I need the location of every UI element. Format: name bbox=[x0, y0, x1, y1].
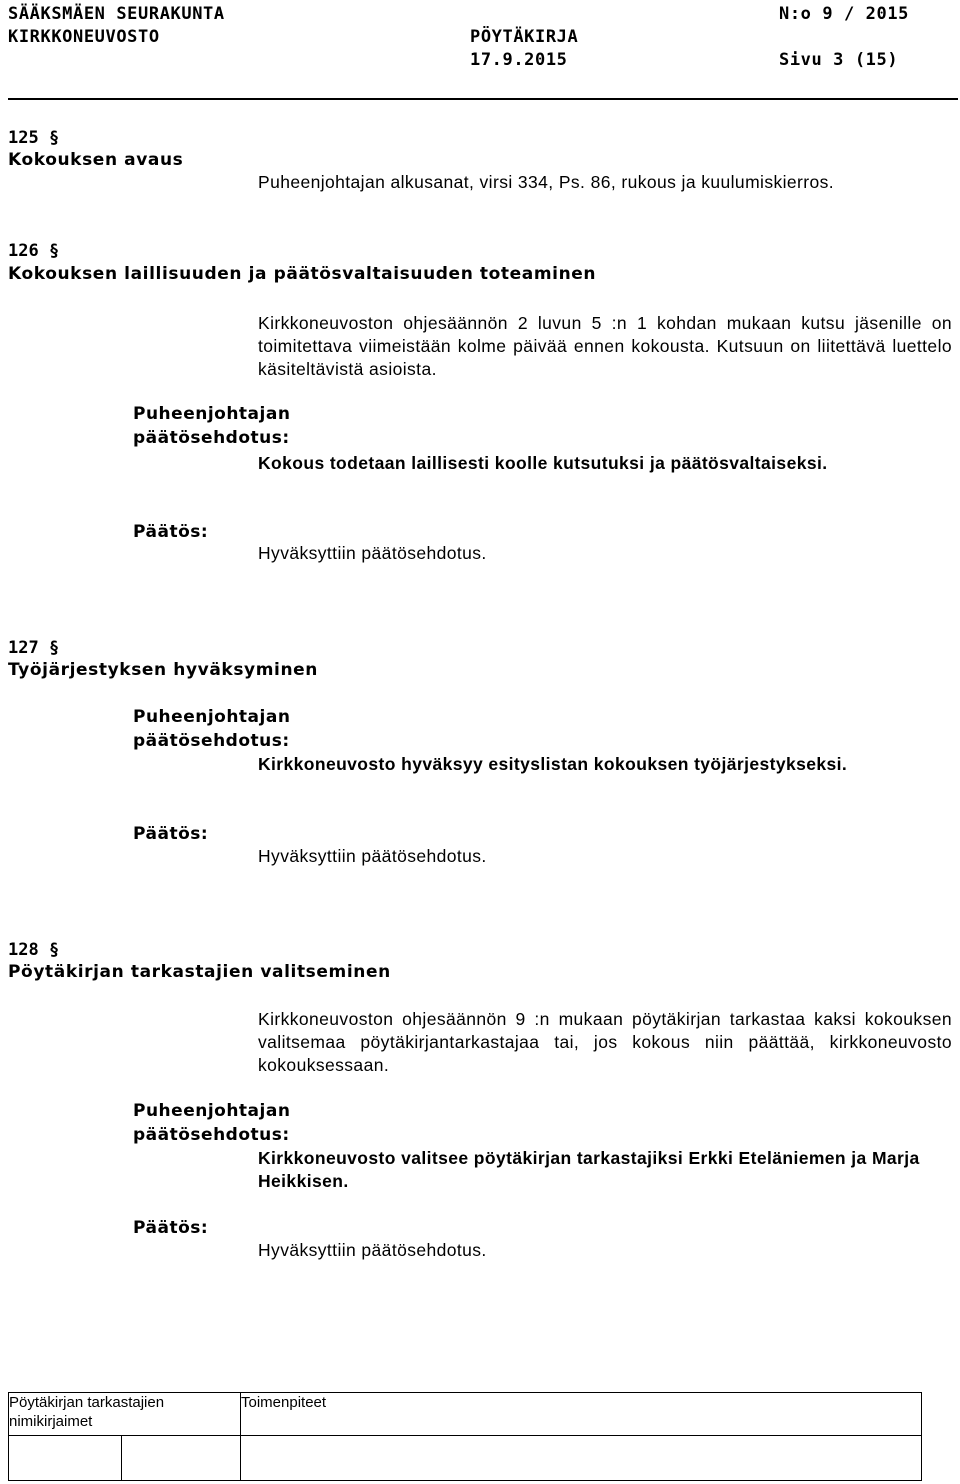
page-number: Sivu 3 (15) bbox=[779, 50, 899, 70]
section-number: 125 bbox=[8, 128, 39, 148]
section-128-proposal: Kirkkoneuvosto valitsee pöytäkirjan tarkastajiksi Erkki Eteläniemen ja Marja Heikkisen. bbox=[258, 1148, 920, 1191]
actions-cell bbox=[241, 1436, 922, 1481]
organization-name: SÄÄKSMÄEN SEURAKUNTA bbox=[8, 4, 225, 24]
decision-label: Päätös: bbox=[133, 824, 209, 844]
section-126-text: Kirkkoneuvoston ohjesäännön 2 luvun 5 :n 1 kohdan mukaan kutsu jäsenille on toimitettava viimeistään kolme päivää ennen kokousta. Kutsuun on liitettävä luettelo käsiteltävistä asioista. bbox=[258, 313, 952, 379]
actions-label: Toimenpiteet bbox=[241, 1394, 327, 1411]
initials-label-cell bbox=[9, 1393, 241, 1436]
proposal-label-line2: päätösehdotus: bbox=[133, 428, 290, 448]
section-128-title: Pöytäkirjan tarkastajien valitseminen bbox=[8, 962, 391, 982]
actions-label-cell bbox=[241, 1393, 922, 1436]
section-sign-icon: § bbox=[48, 940, 60, 960]
section-number: 127 bbox=[8, 638, 39, 658]
proposal-label-line2: päätösehdotus: bbox=[133, 1125, 290, 1145]
section-126-proposal: Kokous todetaan laillisesti koolle kutsutuksi ja päätösvaltaiseksi. bbox=[258, 453, 828, 473]
section-127-decision: Hyväksyttiin päätösehdotus. bbox=[258, 846, 487, 866]
section-127-proposal: Kirkkoneuvosto hyväksyy esityslistan kokouksen työjärjestykseksi. bbox=[258, 754, 848, 774]
decision-label: Päätös: bbox=[133, 522, 209, 542]
section-128-text: Kirkkoneuvoston ohjesäännön 9 :n mukaan pöytäkirjan tarkastaa kaksi kokouksen valitsemaa pöytäkirjantarkastajaa tai, jos kokous niin päättää, kirkkoneuvosto kokouksessaan. bbox=[258, 1009, 952, 1075]
proposal-label-line2: päätösehdotus: bbox=[133, 731, 290, 751]
document-type: PÖYTÄKIRJA bbox=[470, 27, 579, 47]
footer-table bbox=[8, 1392, 922, 1481]
section-126-title: Kokouksen laillisuuden ja päätösvaltaisuuden toteaminen bbox=[8, 264, 597, 284]
meeting-date: 17.9.2015 bbox=[470, 50, 568, 70]
section-125-title: Kokouksen avaus bbox=[8, 150, 184, 170]
section-128-decision: Hyväksyttiin päätösehdotus. bbox=[258, 1240, 487, 1260]
header-rule bbox=[8, 98, 958, 100]
section-sign-icon: § bbox=[48, 128, 60, 148]
section-125-heading bbox=[8, 128, 59, 148]
decision-label: Päätös: bbox=[133, 1218, 209, 1238]
initials-cell-2 bbox=[122, 1436, 241, 1481]
proposal-label-line1: Puheenjohtajan bbox=[133, 707, 291, 727]
initials-label: Pöytäkirjan tarkastajien nimikirjaimet bbox=[9, 1394, 165, 1430]
section-125-text: Puheenjohtajan alkusanat, virsi 334, Ps. 86, rukous ja kuulumiskierros. bbox=[258, 172, 835, 192]
section-sign-icon: § bbox=[48, 638, 60, 658]
section-127-title: Työjärjestyksen hyväksyminen bbox=[8, 660, 318, 680]
proposal-label-line1: Puheenjohtajan bbox=[133, 1101, 291, 1121]
section-128-heading bbox=[8, 940, 59, 960]
section-sign-icon: § bbox=[48, 241, 60, 261]
section-127-heading bbox=[8, 638, 59, 658]
section-126-heading bbox=[8, 241, 59, 261]
initials-cell-1 bbox=[9, 1436, 122, 1481]
section-126-decision: Hyväksyttiin päätösehdotus. bbox=[258, 543, 487, 563]
body-name: KIRKKONEUVOSTO bbox=[8, 27, 160, 47]
section-number: 128 bbox=[8, 940, 39, 960]
section-number: 126 bbox=[8, 241, 39, 261]
proposal-label-line1: Puheenjohtajan bbox=[133, 404, 291, 424]
protocol-number: N:o 9 / 2015 bbox=[779, 4, 910, 24]
